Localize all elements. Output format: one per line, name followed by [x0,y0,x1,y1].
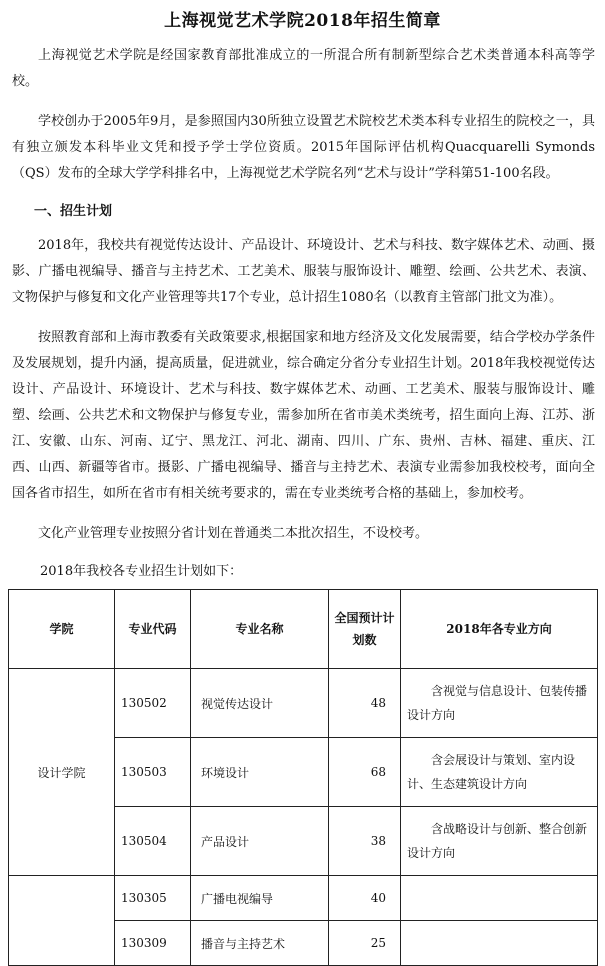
planned-count-cell: 40 [329,876,401,921]
major-name-cell: 环境设计 [191,738,329,807]
major-code-cell: 130309 [115,921,191,966]
header-direction: 2018年各专业方向 [401,590,598,669]
plan-paragraph-3: 文化产业管理专业按照分省计划在普通类二本批次招生，不设校考。 [38,526,429,541]
planned-count-cell: 68 [329,738,401,807]
header-college: 学院 [9,590,115,669]
table-row [9,669,598,738]
direction-cell [401,807,598,876]
college-cell-design: 设计学院 [9,669,115,876]
major-name-cell: 视觉传达设计 [191,669,329,738]
direction-cell [401,876,598,921]
intro-paragraph-1: 上海视觉艺术学院是经国家教育部批准成立的一所混合所有制新型综合艺术类普通本科高等学校。 [12,48,595,89]
header-major-code: 专业代码 [115,590,191,669]
plan-paragraph-2: 按照教育部和上海市教委有关政策要求,根据国家和地方经济及文化发展需要，结合学校办学条件及发展规划，提升内涵，提高质量，促进就业，综合确定分省分专业招生计划。2018年我校视觉传达设计、产品设计、环境设计、艺术与科技、数字媒体艺术、动画、工艺美术、服装与服饰设计、雕塑、绘画、公共艺术和文物保护与修复专业，需参加所在省市美术类统考，招生面向上海、江苏、浙江、安徽、山东、河南、辽宁、黑龙江、河北、湖南、四川、广东、贵州、吉林、福建、重庆、江西、山西、新疆等省市。摄影、广播电视编导、播音与主持艺术、表演专业需参加我校校考，面向全国各省市招生，如所在省市有相关统考要求的，需在专业类统考合格的基础上，参加校考。 [12,330,595,501]
major-name-cell: 广播电视编导 [191,876,329,921]
direction-text: 含会展设计与策划、室内设计、生态建筑设计方向 [407,753,576,791]
document-page [0,6,605,951]
major-code-cell: 130502 [115,669,191,738]
major-name-cell: 播音与主持艺术 [191,921,329,966]
direction-text: 含视觉与信息设计、包装传播设计方向 [407,684,588,722]
direction-text: 含战略设计与创新、整合创新设计方向 [407,822,588,860]
college-cell-unlabeled [9,876,115,966]
enrollment-plan-table [8,589,598,966]
planned-count-cell: 25 [329,921,401,966]
table-header-row [9,590,598,669]
header-major-name: 专业名称 [191,590,329,669]
direction-cell [401,669,598,738]
major-code-cell: 130503 [115,738,191,807]
table-intro: 2018年我校各专业招生计划如下： [40,564,243,579]
header-planned-count: 全国预计计划数 [329,590,401,669]
planned-count-cell: 48 [329,669,401,738]
direction-cell [401,921,598,966]
section-heading-enrollment-plan: 一、招生计划 [34,204,113,219]
major-code-cell: 130305 [115,876,191,921]
major-code-cell: 130504 [115,807,191,876]
plan-paragraph-1: 2018年，我校共有视觉传达设计、产品设计、环境设计、艺术与科技、数字媒体艺术、动画、摄影、广播电视编导、播音与主持艺术、工艺美术、服装与服饰设计、雕塑、绘画、公共艺术、表演、文物保护与修复和文化产业管理等共17个专业，总计招生1080名（以教育主管部门批文为准）。 [12,238,595,305]
intro-paragraph-2: 学校创办于2005年9月，是参照国内30所独立设置艺术院校艺术类本科专业招生的院校之一，具有独立颁发本科毕业文凭和授予学士学位资质。2015年国际评估机构Quacquarelli Symonds（QS）发布的全球大学学科排名中，上海视觉艺术学院名列“艺术与设计”学科第51-100名段。 [12,114,595,181]
document-title: 上海视觉艺术学院2018年招生简章 [164,11,441,31]
table-row [9,876,598,921]
planned-count-cell: 38 [329,807,401,876]
major-name-cell: 产品设计 [191,807,329,876]
direction-cell [401,738,598,807]
